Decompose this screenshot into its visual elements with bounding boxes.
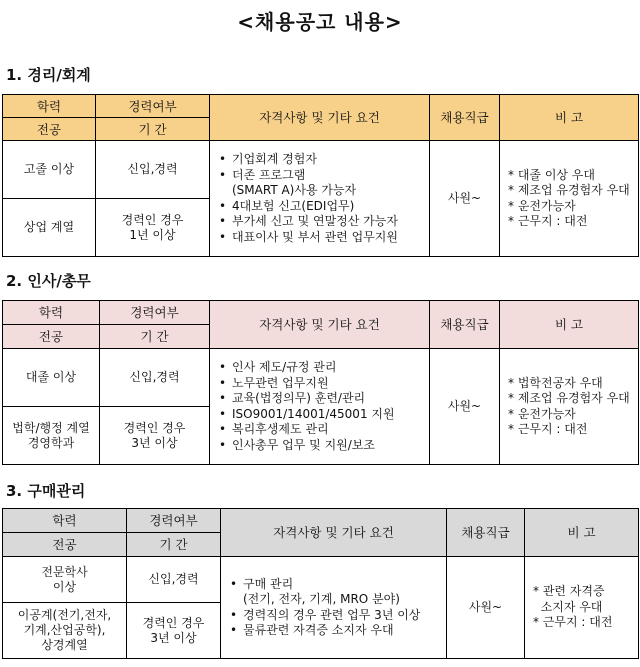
header-requirements: 자격사항 및 기타 요건 [210, 95, 430, 141]
header-experience: 경력여부 [96, 95, 210, 118]
cell-notes [525, 557, 639, 659]
header-requirements: 자격사항 및 기타 요건 [210, 301, 430, 349]
cell-position: 사원~ [430, 349, 500, 465]
note-item: * 근무지 : 대전 [533, 615, 613, 630]
header-position: 채용직급 [430, 301, 500, 349]
cell-period: 경력인 경우 3년 이상 [127, 603, 221, 659]
header-major: 전공 [3, 533, 127, 557]
note-item: * 대졸 이상 우대 [508, 167, 595, 182]
note-item: * 근무지 : 대전 [508, 422, 588, 436]
page-title: <채용공고 내용> [237, 10, 403, 34]
header-notes: 비 고 [500, 301, 639, 349]
note-item: * 제조업 유경험자 우대 [508, 391, 630, 405]
header-requirements: 자격사항 및 기타 요건 [221, 509, 447, 557]
cell-major: 이공계(전기,전자, 기계,산업공학), 상경계열 [3, 603, 127, 659]
header-period: 기 간 [100, 325, 210, 349]
header-major: 전공 [3, 325, 100, 349]
requirement-item: • 교육(법정의무) 훈련/관리 [232, 391, 429, 407]
note-item: * 법학전공자 우대 [508, 375, 603, 390]
header-education: 학력 [3, 95, 96, 118]
cell-experience: 신입,경력 [100, 349, 210, 407]
job-table-hr [2, 300, 639, 465]
note-item: * 제조업 유경험자 우대 [508, 183, 630, 197]
section-title-accounting: 1. 경리/회계 [6, 66, 91, 84]
cell-experience: 신입,경력 [96, 141, 210, 199]
header-position: 채용직급 [447, 509, 525, 557]
cell-requirements [221, 557, 447, 659]
note-item: * 근무지 : 대전 [508, 214, 588, 228]
cell-period: 경력인 경우 1년 이상 [96, 199, 210, 257]
cell-notes [500, 349, 639, 465]
header-education: 학력 [3, 301, 100, 325]
requirement-item: • 기업회계 경험자 [232, 152, 429, 168]
cell-education: 고졸 이상 [3, 141, 96, 199]
requirement-item: • 더존 프로그램 [232, 168, 429, 184]
header-period: 기 간 [127, 533, 221, 557]
requirement-item: • 구매 관리 [243, 577, 446, 593]
section-title-purchasing: 3. 구매관리 [6, 482, 86, 500]
header-notes: 비 고 [525, 509, 639, 557]
section-title-hr: 2. 인사/총무 [6, 272, 91, 290]
header-position: 채용직급 [430, 95, 500, 141]
note-item: 소지자 우대 [533, 599, 603, 614]
note-item: * 운전가능자 [508, 406, 576, 421]
requirement-item: • 물류관련 자격증 소지자 우대 [243, 623, 446, 639]
cell-position: 사원~ [430, 141, 500, 257]
header-period: 기 간 [96, 118, 210, 141]
job-table-accounting [2, 94, 639, 257]
requirement-item: • 경력직의 경우 관련 업무 3년 이상 [243, 608, 446, 624]
requirement-item: • 4대보험 신고(EDI업무) [232, 199, 429, 215]
cell-position: 사원~ [447, 557, 525, 659]
requirement-item: • 인사 제도/규정 관리 [232, 360, 429, 376]
cell-period: 경력인 경우 3년 이상 [100, 407, 210, 465]
header-experience: 경력여부 [127, 509, 221, 533]
requirement-item: • 인사총무 업무 및 지원/보조 [232, 438, 429, 454]
cell-education: 대졸 이상 [3, 349, 100, 407]
requirement-item: • 복리후생제도 관리 [232, 422, 429, 438]
requirement-item: (SMART A)사용 가능자 [232, 183, 357, 197]
requirement-item: • 노무관련 업무지원 [232, 376, 429, 392]
requirement-item: • 대표이사 및 부서 관련 업무지원 [232, 230, 429, 246]
cell-major: 법학/행정 계열 경영학과 [3, 407, 100, 465]
job-table-purchasing [2, 508, 639, 659]
requirement-item: (전기, 전자, 기계, MRO 분야) [243, 592, 400, 606]
note-item: * 관련 자격증 [533, 584, 605, 599]
cell-requirements [210, 349, 430, 465]
header-major: 전공 [3, 118, 96, 141]
cell-notes [500, 141, 639, 257]
cell-requirements [210, 141, 430, 257]
requirement-item: • ISO9001/14001/45001 지원 [232, 407, 429, 423]
header-notes: 비 고 [500, 95, 639, 141]
header-education: 학력 [3, 509, 127, 533]
cell-education: 전문학사 이상 [3, 557, 127, 603]
requirement-item: • 부가세 신고 및 연말정산 가능자 [232, 214, 429, 230]
cell-experience: 신입,경력 [127, 557, 221, 603]
note-item: * 운전가능자 [508, 198, 576, 213]
header-experience: 경력여부 [100, 301, 210, 325]
cell-major: 상업 계열 [3, 199, 96, 257]
